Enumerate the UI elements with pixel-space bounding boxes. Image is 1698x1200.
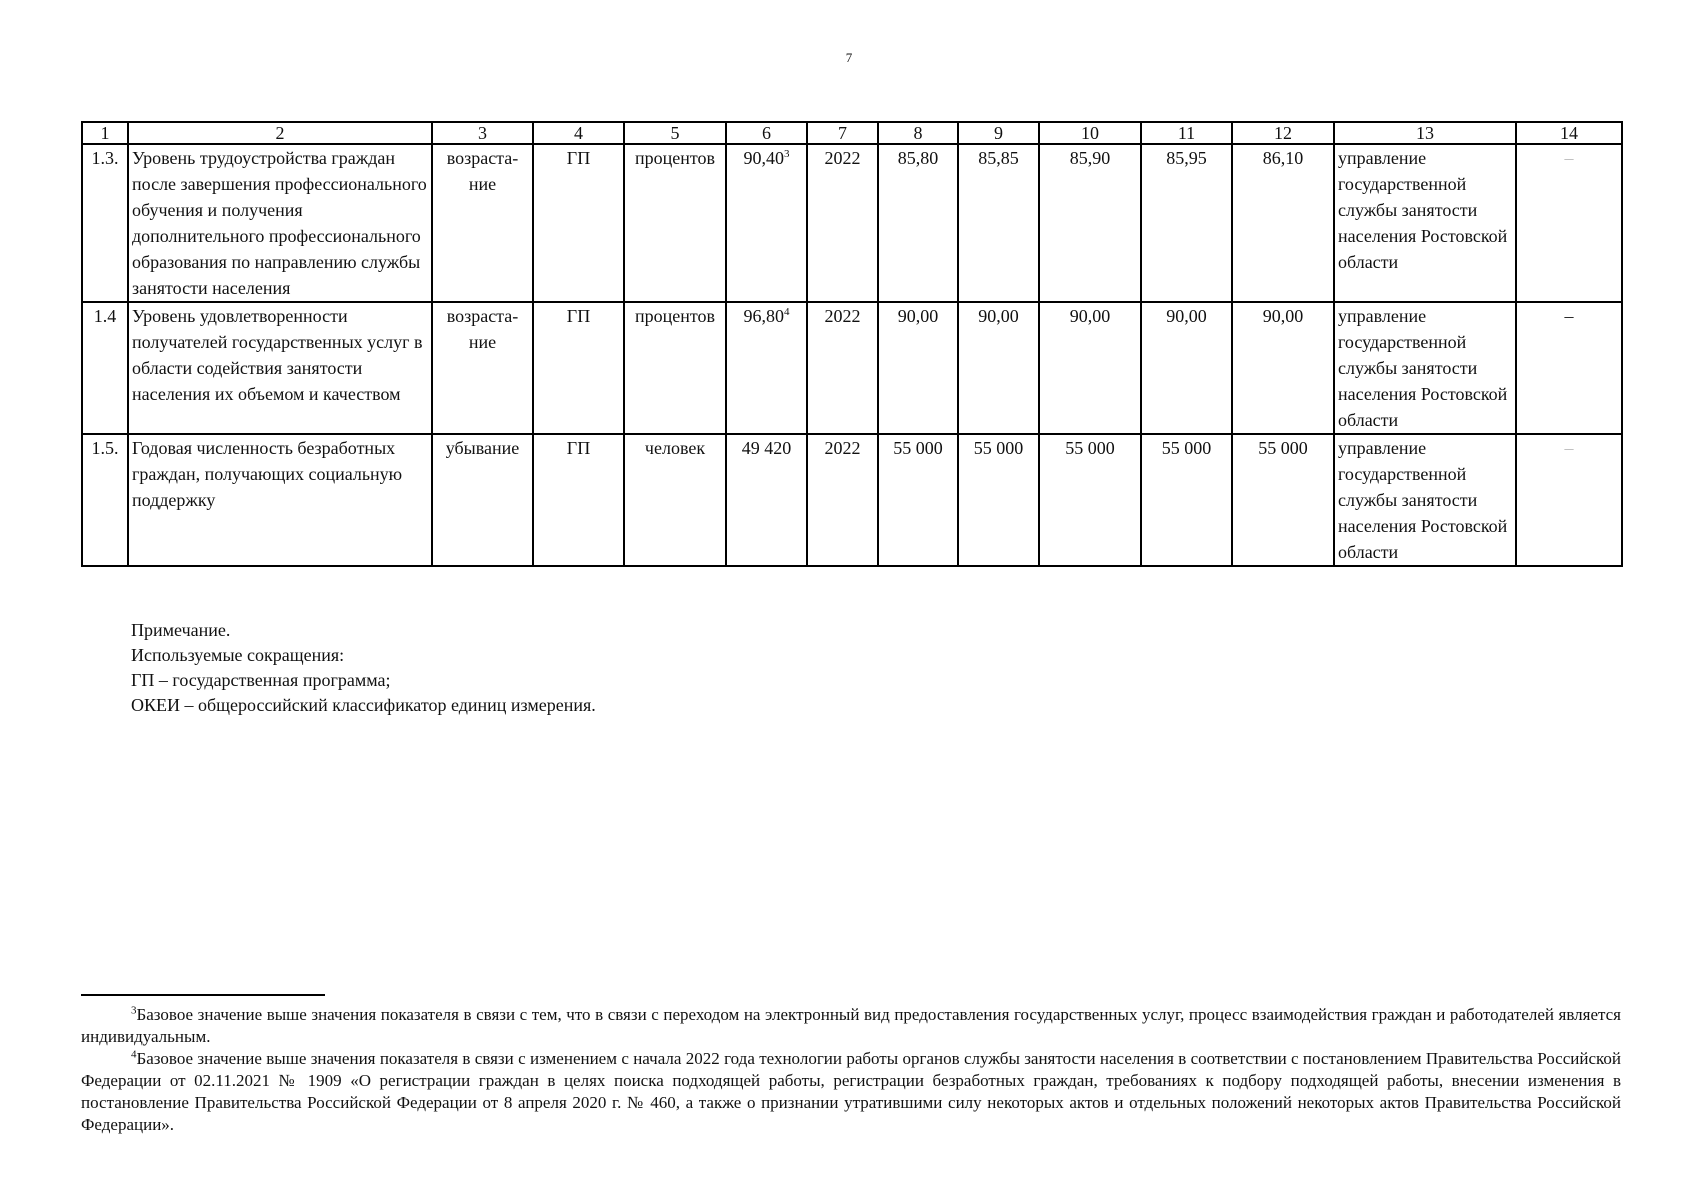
base-value: 96,80 [743,306,784,326]
table-row [82,434,1622,566]
abbreviations-title: Используемые сокращения: [131,645,345,665]
abbreviation-okei: ОКЕИ – общероссийский классификатор единиц измерения. [131,695,596,715]
unit-cell: процентов [624,144,726,302]
header-cell: 1 [82,122,128,144]
unit-cell: процентов [624,302,726,434]
col14-cell: – [1516,302,1622,434]
level-cell: ГП [533,144,624,302]
value-cell: 85,90 [1039,144,1141,302]
base-year-cell: 2022 [807,144,878,302]
abbreviation-gp: ГП – государственная программа; [131,670,391,690]
value-cell: 55 000 [958,434,1039,566]
value-cell: 90,00 [878,302,958,434]
notes-title: Примечание. [131,620,231,640]
value-cell: 86,10 [1232,144,1334,302]
footnote-mark: 4 [131,1048,137,1061]
indicator-name: Годовая численность безработных граждан, получающих социальную поддержку [128,434,432,566]
header-cell: 6 [726,122,807,144]
trend-cell: убывание [432,434,533,566]
footnote [81,1048,1621,1136]
footnote-text: Базовое значение выше значения показателя в связи с изменением с начала 2022 года технологии работы органов службы занятости населения в соответствии с постановлением Правительства Российской Федерации от 02.11.2021 № 1909 «О регистрации граждан в целях поиска подходящей работы, регистрации безработных граждан, требованиях к подбору подходящей работы, внесении изменения в постановление Правительства Российской Федерации от 8 апреля 2020 г. № 460, а также о признании утратившими силу некоторых актов и отдельных положений некоторых актов Правительства Российской Федерации». [81,1049,1621,1134]
header-cell: 14 [1516,122,1622,144]
value-cell: 55 000 [878,434,958,566]
trend-cell: возраста-ние [432,144,533,302]
header-cell: 7 [807,122,878,144]
value-cell: 85,85 [958,144,1039,302]
footnote-ref: 3 [784,148,790,160]
base-value: 90,40 [743,148,784,168]
value-cell: 90,00 [1232,302,1334,434]
value-cell: 85,95 [1141,144,1232,302]
base-year-cell: 2022 [807,434,878,566]
table-row [82,144,1622,302]
value-cell: 90,00 [958,302,1039,434]
footnote-text: Базовое значение выше значения показателя в связи с тем, что в связи с переходом на электронный вид предоставления государственных услуг, процесс взаимодействия граждан и работодателей является индивидуальным. [81,1005,1621,1046]
footnote-mark: 3 [131,1004,137,1017]
value-cell: 90,00 [1039,302,1141,434]
indicator-name: Уровень трудоустройства граждан после завершения профессионального обучения и получения дополнительного профессионального образования по направлению службы занятости населения [128,144,432,302]
header-cell: 10 [1039,122,1141,144]
base-value-cell [726,144,807,302]
value-cell: 85,80 [878,144,958,302]
indicator-name: Уровень удовлетворенности получателей государственных услуг в области содействия занятости населения их объемом и качеством [128,302,432,434]
header-cell: 5 [624,122,726,144]
header-cell: 2 [128,122,432,144]
unit-cell: человек [624,434,726,566]
responsible-cell: управление государственной службы занятости населения Ростовской области [1334,434,1516,566]
base-value-cell [726,434,807,566]
value-cell: 55 000 [1141,434,1232,566]
responsible-cell: управление государственной службы занятости населения Ростовской области [1334,144,1516,302]
value-cell: 55 000 [1232,434,1334,566]
indicators-table-wrap [81,121,1621,567]
col14-cell: – [1516,434,1622,566]
row-number: 1.4 [82,302,128,434]
header-cell: 9 [958,122,1039,144]
header-cell: 11 [1141,122,1232,144]
indicators-table [81,121,1623,567]
value-cell: 90,00 [1141,302,1232,434]
value-cell: 55 000 [1039,434,1141,566]
level-cell: ГП [533,302,624,434]
footnote [81,1004,1621,1048]
footnote-ref: 4 [784,306,790,318]
row-number: 1.5. [82,434,128,566]
header-cell: 4 [533,122,624,144]
footnotes-block [81,1004,1621,1136]
page-number: 7 [845,50,853,65]
base-value-cell [726,302,807,434]
header-cell: 13 [1334,122,1516,144]
footnote-separator [81,994,325,996]
header-cell: 12 [1232,122,1334,144]
table-row [82,302,1622,434]
base-value: 49 420 [741,438,792,458]
column-number-row [82,122,1622,144]
row-number: 1.3. [82,144,128,302]
level-cell: ГП [533,434,624,566]
trend-cell: возраста-ние [432,302,533,434]
responsible-cell: управление государственной службы занятости населения Ростовской области [1334,302,1516,434]
col14-cell: – [1516,144,1622,302]
header-cell: 8 [878,122,958,144]
base-year-cell: 2022 [807,302,878,434]
header-cell: 3 [432,122,533,144]
notes-block [131,618,596,718]
